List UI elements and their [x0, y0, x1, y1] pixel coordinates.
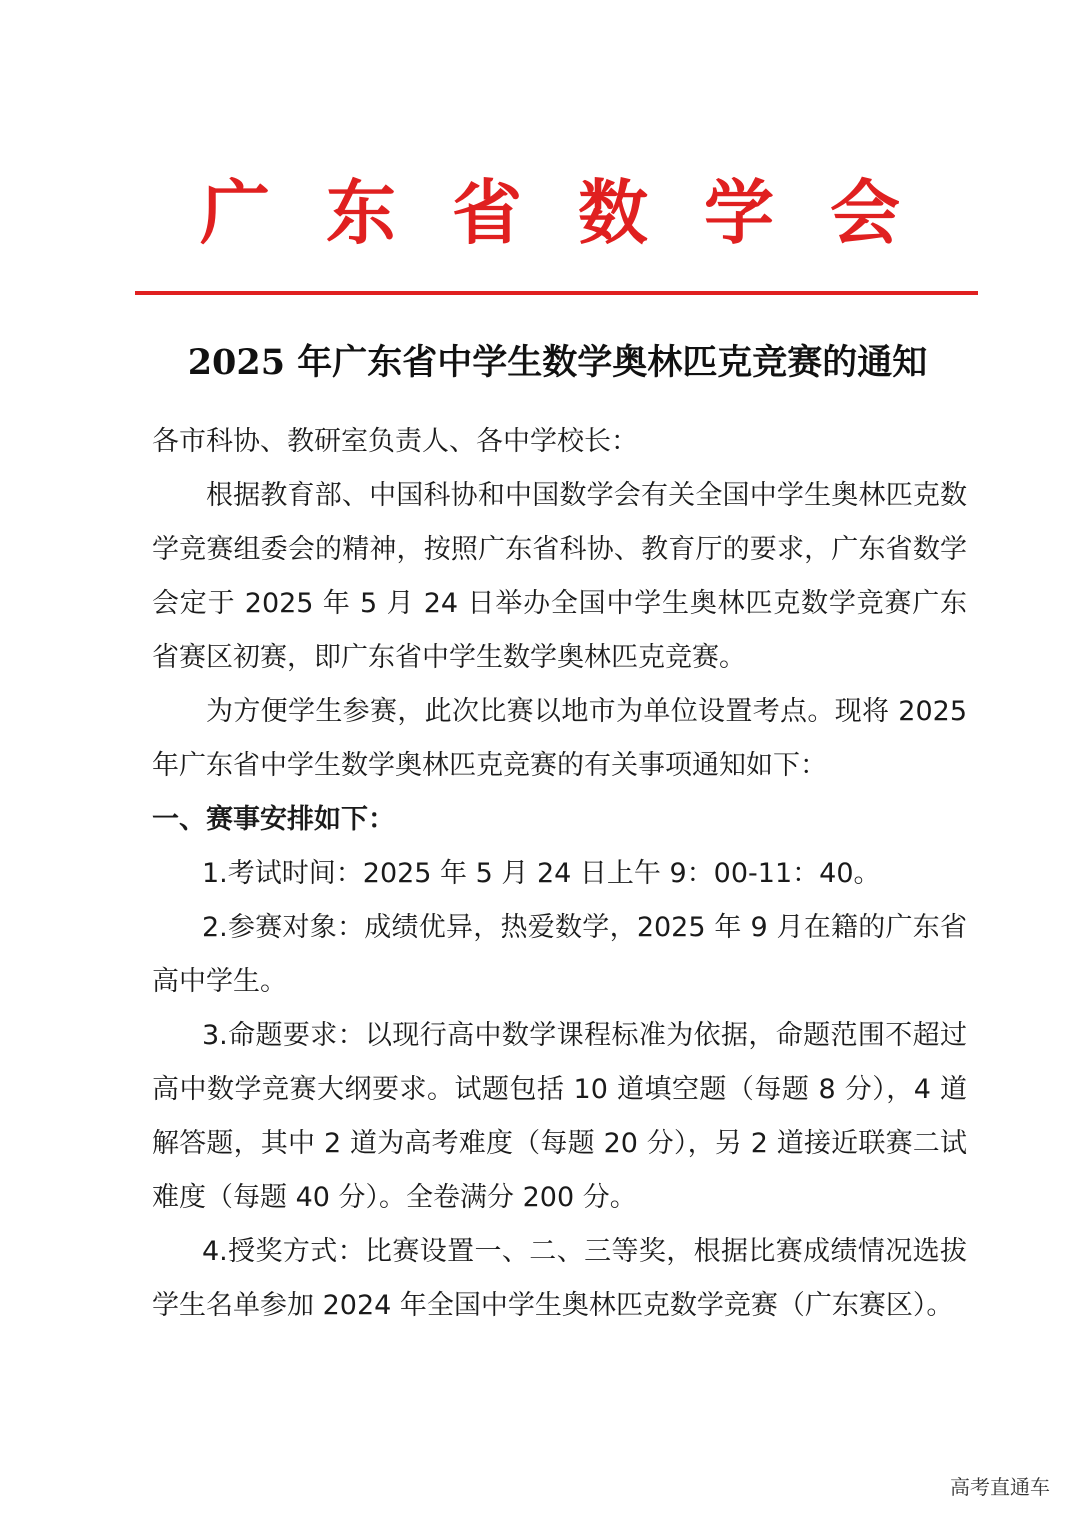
section-heading: 一、赛事安排如下：: [152, 804, 395, 835]
org-letterhead: [200, 168, 900, 258]
letterhead-divider: [135, 291, 978, 295]
document-title: 2025 年广东省中学生数学奥林匹克竞赛的通知: [187, 342, 928, 383]
list-item: 4.授奖方式：比赛设置一、二、三等奖，根据比赛成绩情况选拔学生名单参加 2024 年全国中学生奥林匹克数学竞赛（广东赛区）。: [152, 1236, 967, 1321]
list-item: 1.考试时间：2025 年 5 月 24 日上午 9：00-11：40。: [202, 858, 881, 889]
list-item: 3.命题要求：以现行高中数学课程标准为依据，命题范围不超过高中数学竞赛大纲要求。试题包括 10 道填空题（每题 8 分），4 道解答题，其中 2 道为高考难度（每题 20 分），另 2 道接近联赛二试难度（每题 40 分）。全卷满分 200 分。: [152, 1020, 967, 1213]
letterhead-char: 广: [200, 171, 270, 254]
salutation: 各市科协、教研室负责人、各中学校长：: [152, 426, 638, 457]
list-item: 2.参赛对象：成绩优异，热爱数学，2025 年 9 月在籍的广东省高中学生。: [152, 912, 967, 997]
document-body: [152, 415, 967, 1333]
letterhead-char: 省: [452, 171, 522, 254]
letterhead-char: 会: [830, 171, 900, 254]
watermark: 高考直通车: [950, 1475, 1050, 1499]
paragraph: 根据教育部、中国科协和中国数学会有关全国中学生奥林匹克数学竞赛组委会的精神，按照广东省科协、教育厅的要求，广东省数学会定于 2025 年 5 月 24 日举办全国中学生奥林匹克数学竞赛广东省赛区初赛，即广东省中学生数学奥林匹克竞赛。: [152, 480, 967, 673]
letterhead-char: 东: [326, 171, 396, 254]
letterhead-char: 数: [578, 171, 648, 254]
letterhead-char: 学: [704, 171, 774, 254]
paragraph: 为方便学生参赛，此次比赛以地市为单位设置考点。现将 2025 年广东省中学生数学奥林匹克竞赛的有关事项通知如下：: [152, 696, 967, 781]
